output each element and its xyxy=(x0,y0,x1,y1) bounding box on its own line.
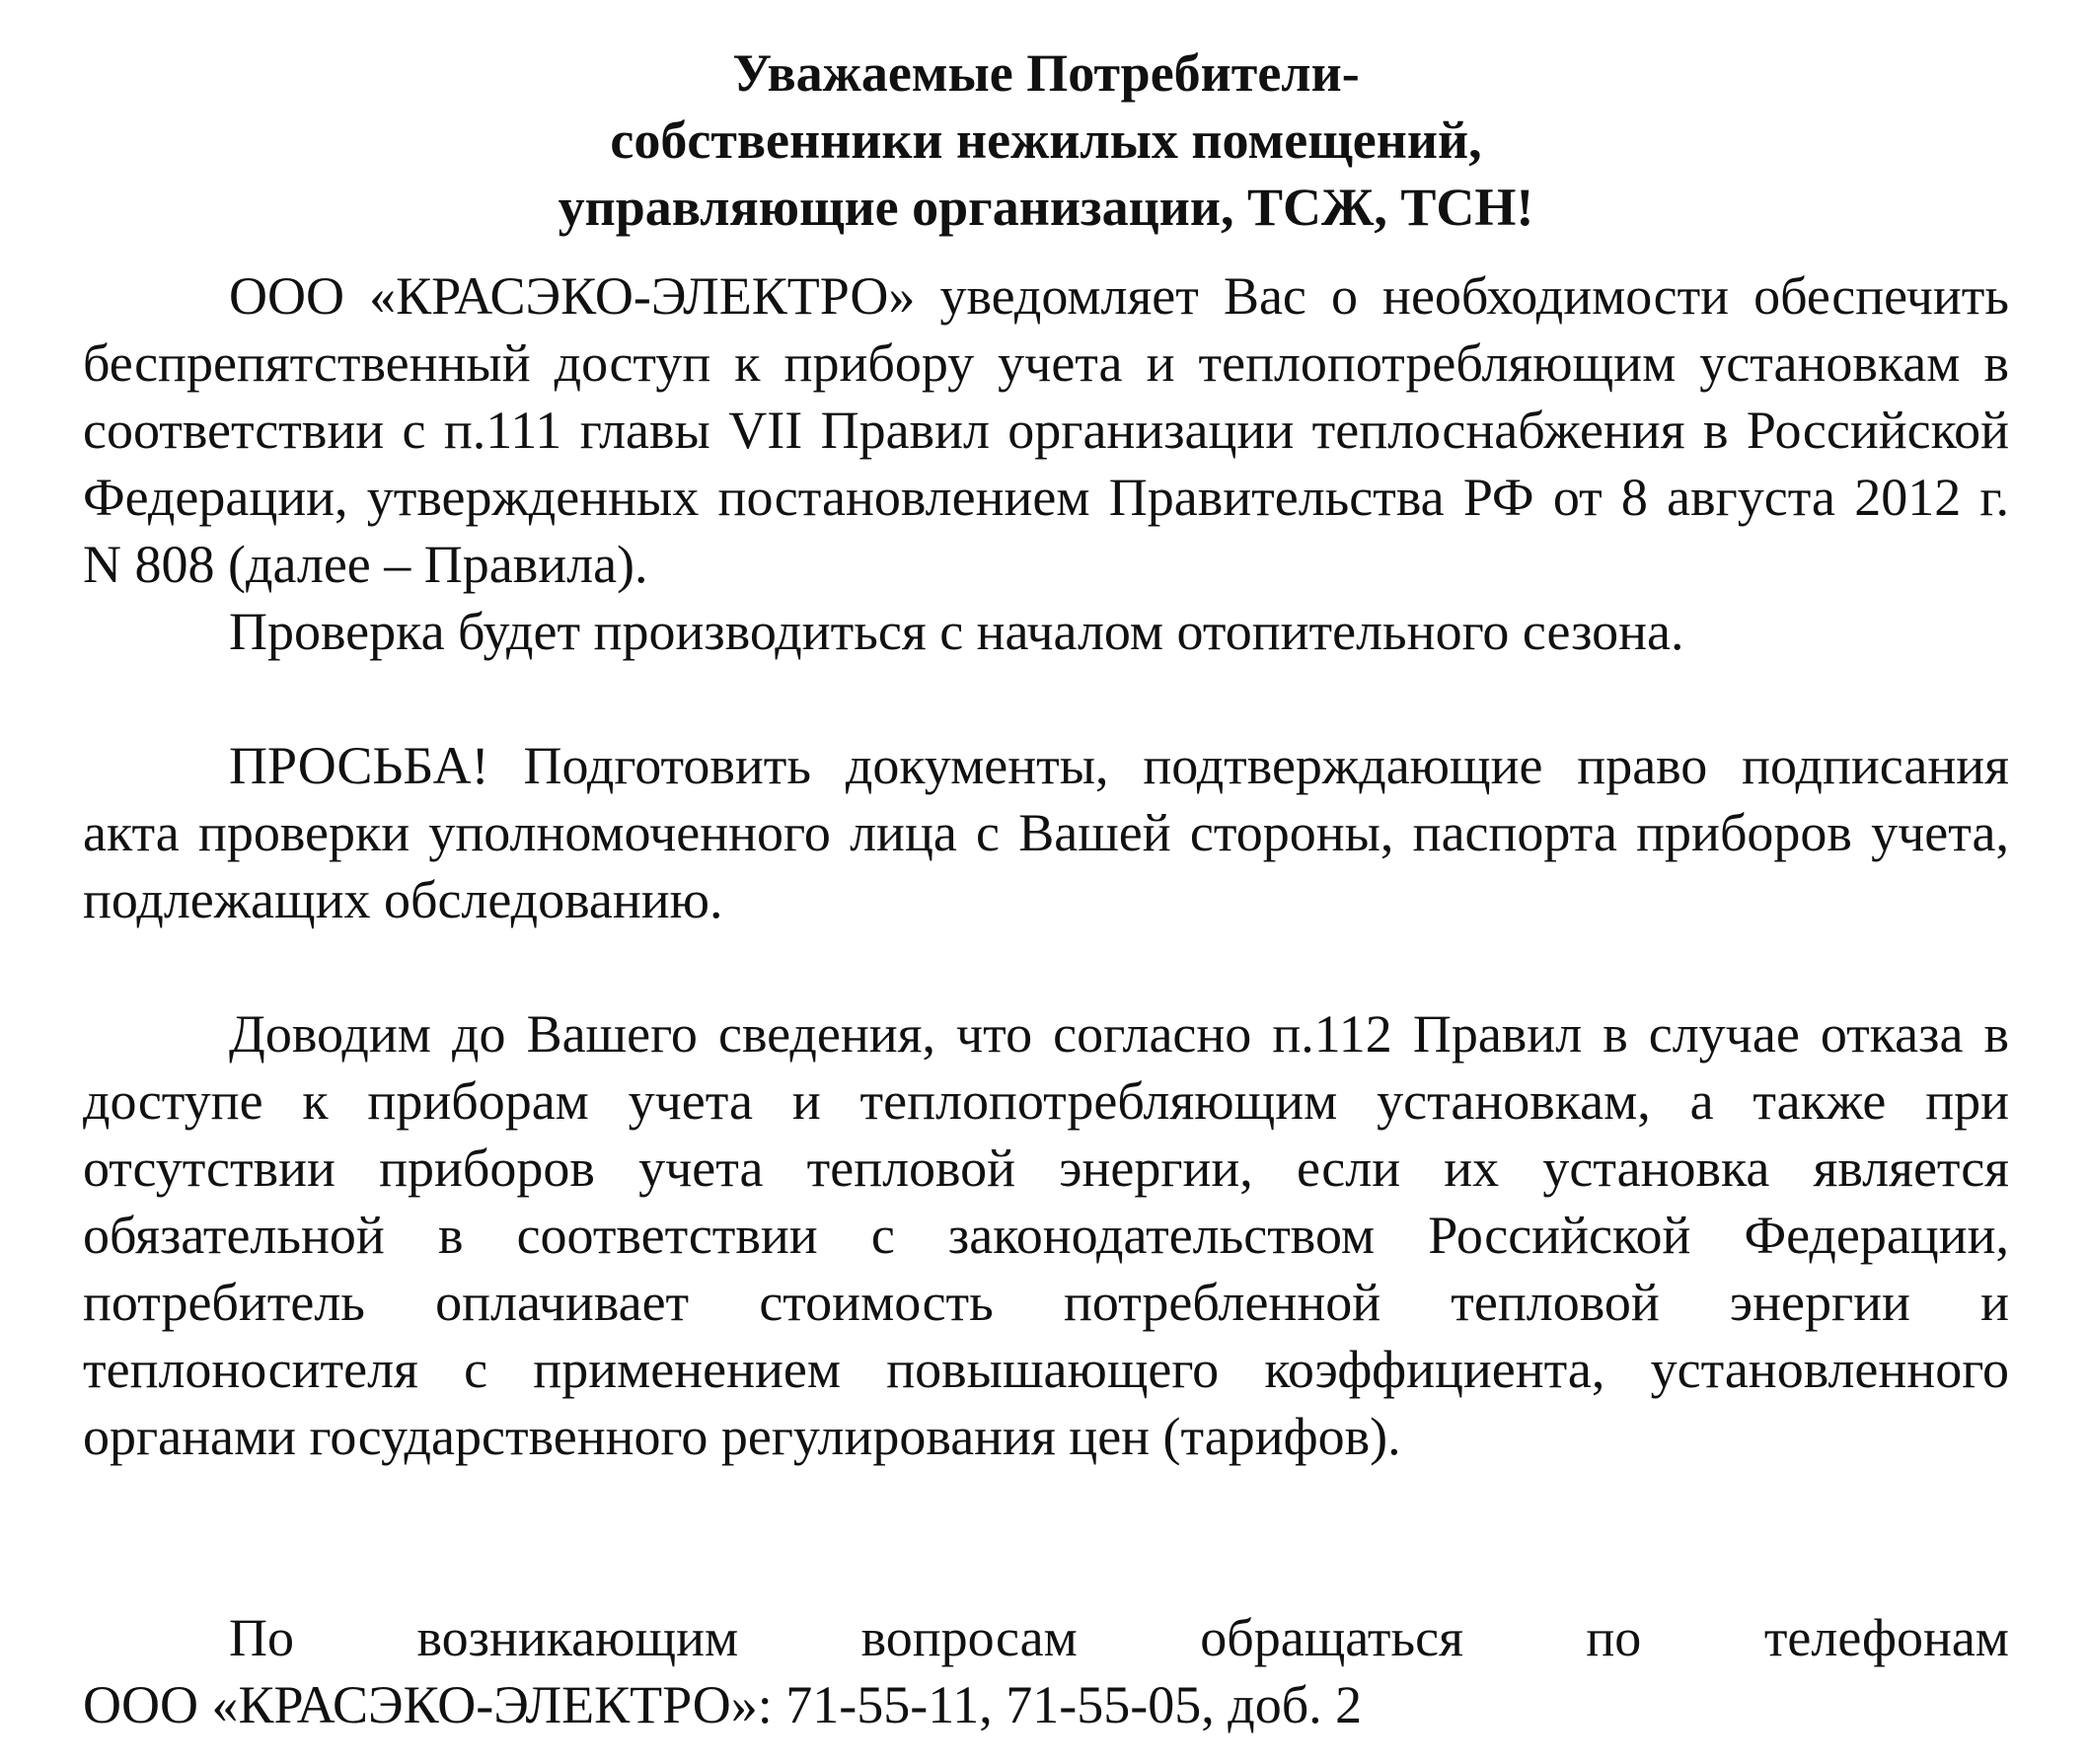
contact-word: по xyxy=(1586,1608,1642,1667)
heading-line-2: собственники нежилых помещений, xyxy=(610,110,1482,170)
contact-word: возникающим xyxy=(416,1608,739,1667)
document-heading xyxy=(83,39,2009,241)
contact-word: телефонам xyxy=(1763,1608,2009,1667)
heading-line-1: Уважаемые Потребители- xyxy=(732,43,1360,103)
warning-paragraph: Доводим до Вашего сведения, что согласно п.112 Правил в случае отказа в доступе к приборам учета и теплопотребляющим установкам, а также при отсутствии приборов учета тепловой энергии, если их установка является обязательной в соответствии с законодательством Российской Федерации, потребитель оплачивает стоимость потребленной тепловой энергии и теплоносителя с применением повышающего коэффициента, установленного органами государственного регулирования цен (тарифов). xyxy=(83,1004,2009,1466)
heading-line-3: управляющие организации, ТСЖ, ТСН! xyxy=(558,178,1534,237)
contact-block xyxy=(83,1604,2009,1738)
contact-word: По xyxy=(229,1608,294,1667)
request-paragraph: ПРОСЬБА! Подготовить документы, подтверждающие право подписания акта проверки уполномоченного лица с Вашей стороны, паспорта приборов учета, подлежащих обследованию. xyxy=(83,736,2009,929)
check-paragraph: Проверка будет производиться с началом отопительного сезона. xyxy=(229,602,1684,661)
contact-word: вопросам xyxy=(860,1608,1078,1667)
contact-line-2: ООО «КРАСЭКО-ЭЛЕКТРО»: 71-55-11, 71-55-05, доб. 2 xyxy=(83,1675,1363,1734)
document-page xyxy=(83,39,2009,1738)
notice-paragraph: ООО «КРАСЭКО-ЭЛЕКТРО» уведомляет Вас о необходимости обеспечить беспрепятственный доступ к прибору учета и теплопотребляющим установкам в соответствии с п.111 главы VII Правил организации теплоснабжения в Российской Федерации, утвержденных постановлением Правительства РФ от 8 августа 2012 г. N 808 (далее – Правила). xyxy=(83,266,2009,594)
contact-word: обращаться xyxy=(1200,1608,1463,1667)
contact-line-1 xyxy=(83,1604,2009,1671)
